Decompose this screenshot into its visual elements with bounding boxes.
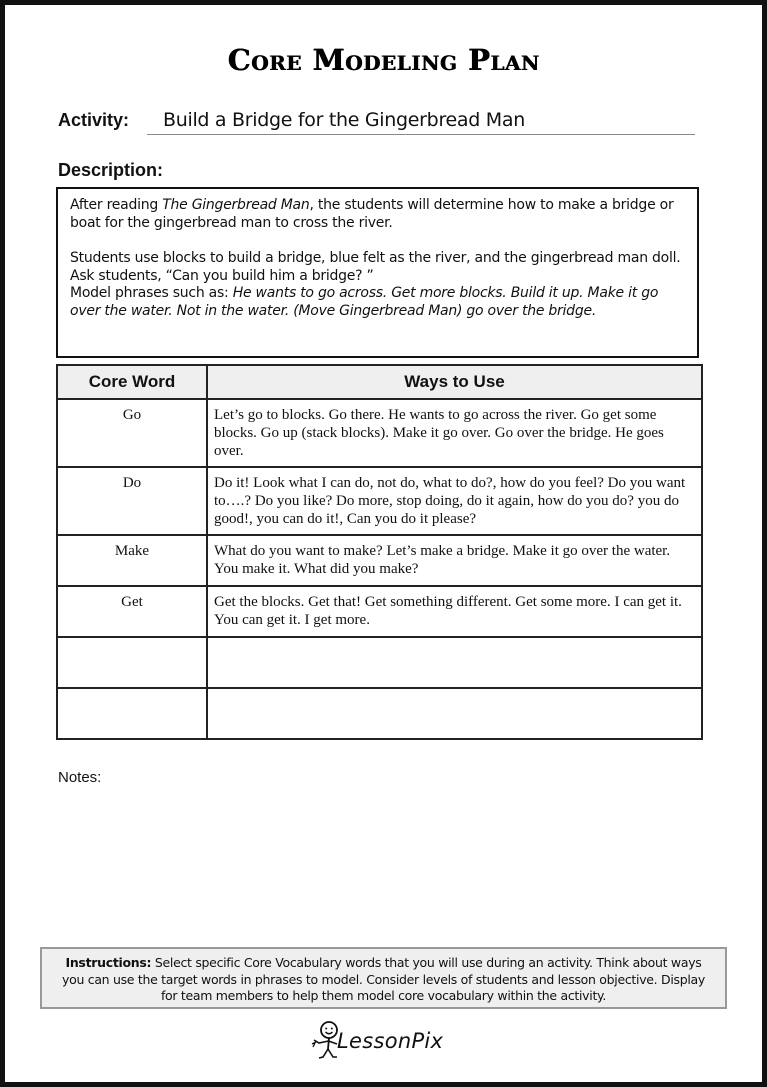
activity-value: Build a Bridge for the Gingerbread Man: [163, 109, 525, 131]
table-row: [57, 399, 702, 467]
lessonpix-logo: [301, 1019, 461, 1063]
ways-to-use-cell: Let’s go to blocks. Go there. He wants to go across the river. Go get some blocks. Go up (stack blocks). Make it go over. Go over the bridge. He goes over.: [207, 399, 702, 467]
ways-to-use-cell: Get the blocks. Get that! Get something different. Get some more. I can get it. You can get it. I get more.: [207, 586, 702, 637]
ways-to-use-cell[interactable]: [207, 637, 702, 688]
table-row: [57, 586, 702, 637]
table-row: [57, 467, 702, 535]
model-phrases: He wants to go across. Get more blocks. Build it up. Make it go over the water. Not in the water. (Move Gingerbread Man) go over the bridge.: [70, 285, 659, 319]
notes-label: Notes:: [58, 769, 102, 786]
core-word-cell: Make: [57, 535, 207, 586]
ways-to-use-cell[interactable]: [207, 688, 702, 739]
core-word-cell: Do: [57, 467, 207, 535]
table-row-empty: [57, 688, 702, 739]
description-text: After reading: [70, 197, 163, 213]
description-paragraph-1: [70, 197, 687, 232]
page-title: Core Modeling Plan: [227, 43, 540, 77]
activity-label: Activity:: [58, 110, 130, 130]
instructions-label: Instructions:: [65, 955, 152, 970]
instructions-box: [40, 947, 727, 1009]
column-header-ways-to-use: Ways to Use: [207, 365, 702, 399]
core-word-cell[interactable]: [57, 637, 207, 688]
smiley-stick-figure-icon: [301, 1019, 341, 1061]
activity-underline: [147, 134, 695, 135]
logo-text: LessonPix: [337, 1029, 444, 1053]
description-text: Model phrases such as:: [70, 285, 233, 301]
core-words-table: [56, 364, 703, 740]
ways-to-use-cell: Do it! Look what I can do, not do, what to do?, how do you feel? Do you want to….? Do you like? Do more, stop doing, do it again, how do you do? you do good!, you can do it!, Can you do it please?: [207, 467, 702, 535]
book-title: The Gingerbread Man: [162, 197, 310, 213]
table-row: [57, 535, 702, 586]
core-word-cell[interactable]: [57, 688, 207, 739]
description-box: [56, 187, 699, 358]
core-word-cell: Get: [57, 586, 207, 637]
table-row-empty: [57, 637, 702, 688]
description-paragraph-2: Students use blocks to build a bridge, blue felt as the river, and the gingerbread man doll. Ask students, “Can you build him a bridge? ”: [70, 250, 681, 284]
instructions-text: Select specific Core Vocabulary words that you will use during an activity. Think about ways you can use the target words in phrases to model. Consider levels of students and lesson objective. Display for team members to help them model core vocabulary within the activity.: [62, 955, 705, 1003]
ways-to-use-cell: What do you want to make? Let’s make a bridge. Make it go over the water. You make it. What did you make?: [207, 535, 702, 586]
description-text: , the students will determine how to make a bridge or boat for the gingerbread man to cross the river.: [70, 197, 674, 231]
core-word-cell: Go: [57, 399, 207, 467]
column-header-core-word: Core Word: [57, 365, 207, 399]
table-header-row: [57, 365, 702, 399]
description-label: Description:: [58, 160, 164, 180]
description-paragraph-3: [70, 285, 687, 320]
